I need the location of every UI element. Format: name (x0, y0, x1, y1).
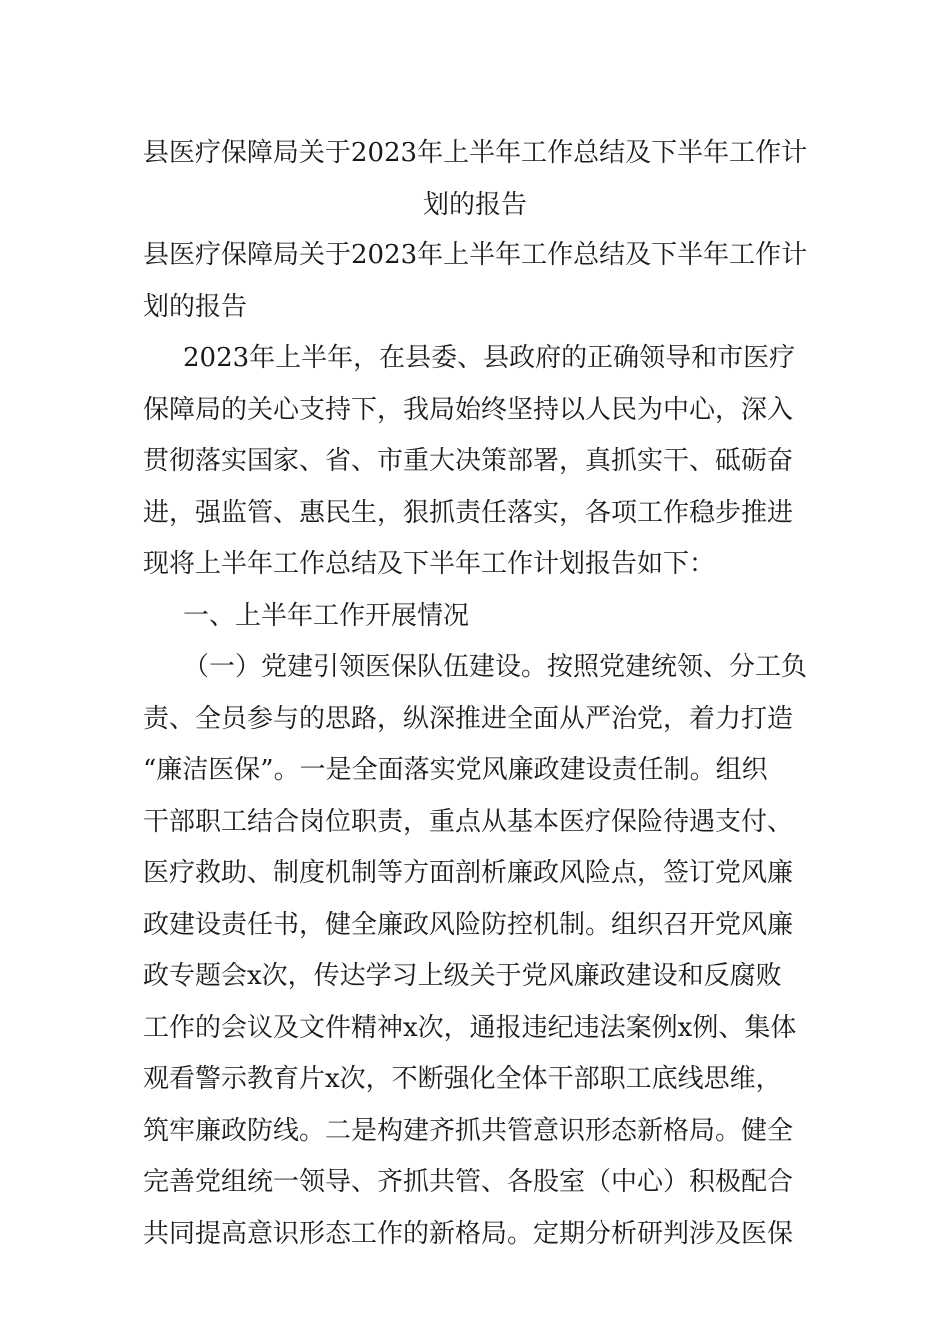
body-line: 贯彻落实国家、省、市重大决策部署，真抓实干、砥砺奋 (143, 446, 794, 476)
body-line: 干部职工结合岗位职责，重点从基本医疗保险待遇支付、 (143, 806, 794, 837)
body-line: 保障局的关心支持下，我局始终坚持以人民为中心，深入 (143, 394, 794, 425)
section-heading: 一、上半年工作开展情况 (183, 600, 470, 631)
title-line-2: 划的报告 (422, 189, 527, 220)
body-line: 2023年上半年，在县委、县政府的正确领导和市医疗 (183, 343, 796, 373)
body-line: 观看警示教育片x次，不断强化全体干部职工底线思维， (143, 1064, 782, 1094)
body-line: 进，强监管、惠民生，狠抓责任落实，各项工作稳步推进 (143, 497, 794, 528)
document-body (143, 230, 808, 1260)
body-line: 完善党组统一领导、齐抓共管、各股室（中心）积极配合 (143, 1167, 794, 1197)
body-line: 政专题会x次，传达学习上级关于党风廉政建设和反腐败 (143, 961, 782, 991)
body-line: （一）党建引领医保队伍建设。按照党建统领、分工负 (183, 652, 808, 682)
body-line: 共同提高意识形态工作的新格局。定期分析研判涉及医保 (143, 1218, 794, 1249)
body-line: 责、全员参与的思路，纵深推进全面从严治党，着力打造 (143, 703, 794, 734)
body-line: 筑牢廉政防线。二是构建齐抓共管意识形态新格局。健全 (143, 1115, 794, 1146)
document-title (130, 128, 820, 231)
body-line: 工作的会议及文件精神x次，通报违纪违法案例x例、集体 (143, 1012, 797, 1043)
subtitle-line-2: 划的报告 (143, 291, 248, 322)
body-line: 现将上半年工作总结及下半年工作计划报告如下： (143, 549, 716, 579)
title-line-1: 县医疗保障局关于2023年上半年工作总结及下半年工作计 (142, 138, 808, 168)
body-line: “廉洁医保”。一是全面落实党风廉政建设责任制。组织 (143, 755, 768, 785)
body-line: 医疗救助、制度机制等方面剖析廉政风险点，签订党风廉 (143, 858, 794, 888)
body-line: 政建设责任书，健全廉政风险防控机制。组织召开党风廉 (143, 909, 794, 940)
subtitle-line-1: 县医疗保障局关于2023年上半年工作总结及下半年工作计 (143, 240, 808, 270)
